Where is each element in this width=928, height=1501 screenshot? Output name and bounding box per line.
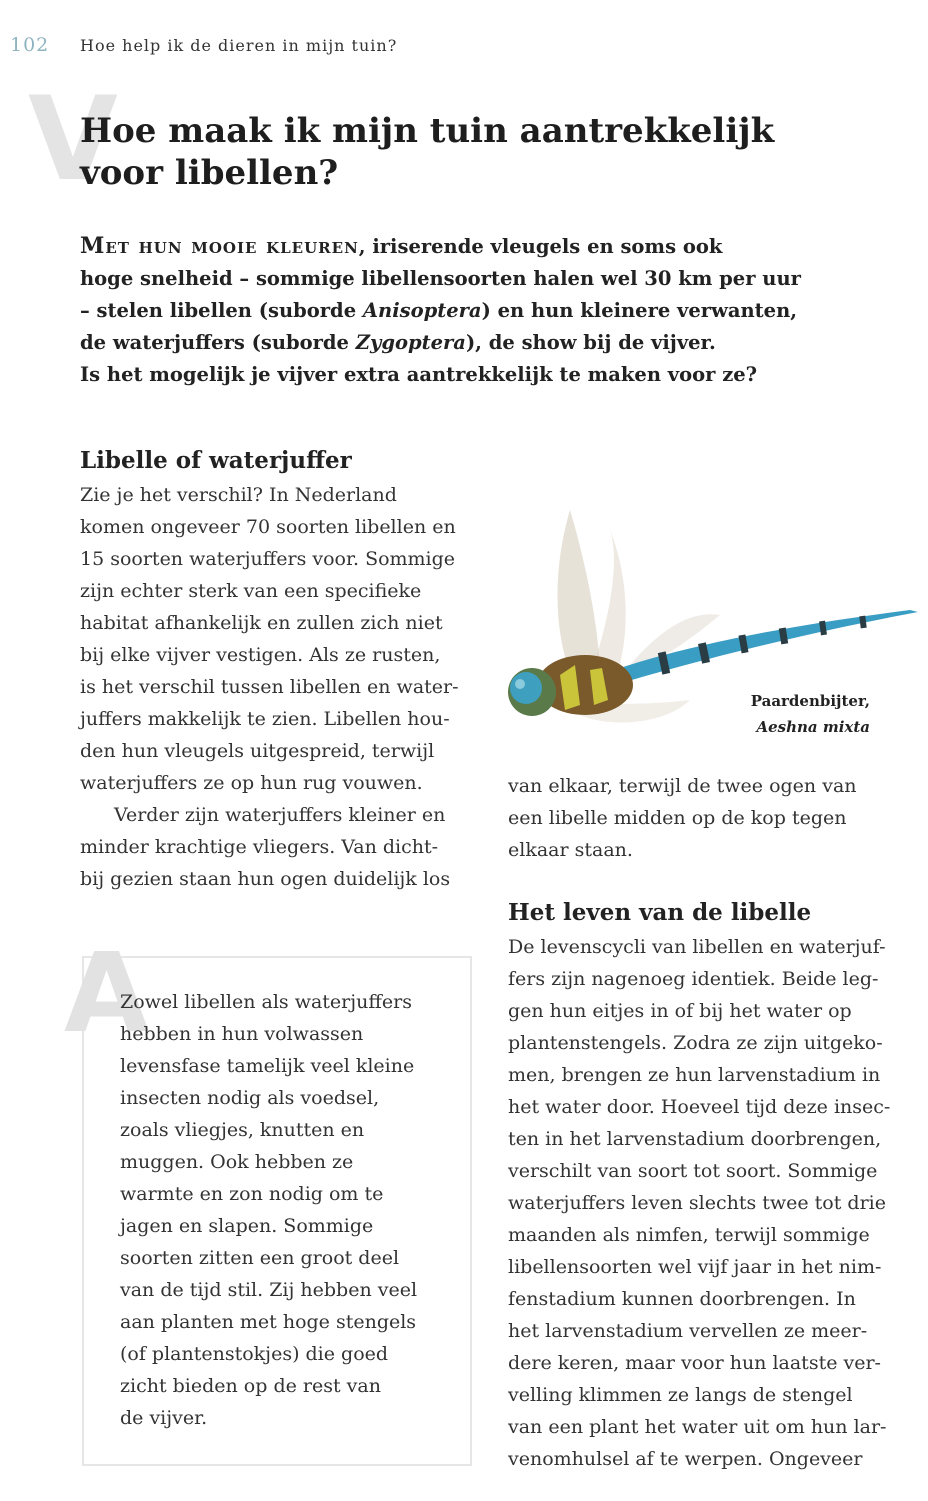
section2-line: waterjuffers leven slechts twee tot drie <box>508 1192 886 1214</box>
question-letter: V <box>28 72 118 207</box>
section1-column <box>80 479 500 895</box>
section1-p1-line: juffers makkelijk te zien. Libellen hou- <box>80 708 450 730</box>
title-line-2: voor libellen? <box>80 153 339 193</box>
answer-line: (of plantenstokjes) die goed <box>120 1343 389 1365</box>
section-heading-het-leven: Het leven van de libelle <box>508 899 812 926</box>
section2-line: libellensoorten wel vijf jaar in het nim- <box>508 1256 882 1278</box>
answer-line: aan planten met hoge stengels <box>120 1311 417 1333</box>
page-title <box>80 110 860 194</box>
answer-text <box>120 986 460 1434</box>
section2-line: van een plant het water uit om hun lar- <box>508 1416 887 1438</box>
section1-p1-line: waterjuffers ze op hun rug vouwen. <box>80 772 423 794</box>
intro-line-5: Is het mogelijk je vijver extra aantrekkelijk te maken voor ze? <box>80 363 758 386</box>
running-head: Hoe help ik de dieren in mijn tuin? <box>80 36 398 55</box>
page-number: 102 <box>10 34 50 56</box>
section1-p2-line: Verder zijn waterjuffers kleiner en <box>114 804 446 826</box>
section2-paragraph <box>508 931 918 1475</box>
dragonfly-eye <box>510 672 542 704</box>
section1-continuation <box>508 770 908 866</box>
answer-letter: A <box>64 929 150 1057</box>
section1-p1-line: den hun vleugels uitgespreid, terwijl <box>80 740 435 762</box>
section2-line: ten in het larvenstadium doorbrengen, <box>508 1128 882 1150</box>
section1-paragraph-1 <box>80 479 500 799</box>
section2-column <box>508 931 918 1475</box>
section2-line: fenstadium kunnen doorbrengen. In <box>508 1288 856 1310</box>
section2-line: De levenscycli van libellen en waterjuf- <box>508 936 886 958</box>
figure-caption <box>700 688 870 740</box>
answer-line: de vijver. <box>120 1407 208 1429</box>
section2-line: het larvenstadium vervellen ze meer- <box>508 1320 868 1342</box>
section1-p1-line: zijn echter sterk van een specifieke <box>80 580 422 602</box>
section1-cont-line: een libelle midden op de kop tegen <box>508 807 847 829</box>
section2-line: dere keren, maar voor hun laatste ver- <box>508 1352 881 1374</box>
section-heading-libelle-of-waterjuffer: Libelle of waterjuffer <box>80 447 352 474</box>
caption-latin-name: Aeshna mixta <box>756 718 870 736</box>
intro-latin-anisoptera: Anisoptera <box>362 299 482 322</box>
section2-line: venomhulsel af te werpen. Ongeveer <box>508 1448 863 1470</box>
section2-line: plantenstengels. Zodra ze zijn uitgeko- <box>508 1032 883 1054</box>
intro-latin-zygoptera: Zygoptera <box>355 331 466 354</box>
title-line-1: Hoe maak ik mijn tuin aantrekkelijk <box>80 111 775 151</box>
answer-line: zoals vliegjes, knutten en <box>120 1119 365 1141</box>
answer-line: insecten nodig als voedsel, <box>120 1087 380 1109</box>
intro-line-3a: – stelen libellen (suborde <box>80 299 363 322</box>
section1-p2-line: minder krachtige vliegers. Van dicht- <box>80 836 439 858</box>
section1-p1-line: bij elke vijver vestigen. Als ze rusten, <box>80 644 441 666</box>
section2-line: het water door. Hoeveel tijd deze insec- <box>508 1096 891 1118</box>
answer-line: zicht bieden op de rest van <box>120 1375 381 1397</box>
intro-lead: Met hun mooie kleuren <box>80 233 359 259</box>
section1-p1-line: habitat afhankelijk en zullen zich niet <box>80 612 443 634</box>
section1-p1-line: komen ongeveer 70 soorten libellen en <box>80 516 456 538</box>
section2-line: maanden als nimfen, terwijl sommige <box>508 1224 870 1246</box>
intro-line-1: , iriserende vleugels en soms ook <box>358 235 723 258</box>
section2-line: fers zijn nagenoeg identiek. Beide leg- <box>508 968 879 990</box>
section2-line: verschilt van soort tot soort. Sommige <box>508 1160 878 1182</box>
section2-line: men, brengen ze hun larvenstadium in <box>508 1064 881 1086</box>
answer-line: soorten zitten een groot deel <box>120 1247 400 1269</box>
answer-line: van de tijd stil. Zij hebben veel <box>120 1279 418 1301</box>
answer-line: jagen en slapen. Sommige <box>120 1215 374 1237</box>
section1-p1-line: is het verschil tussen libellen en water- <box>80 676 459 698</box>
intro-line-4b: ), de show bij de vijver. <box>465 331 716 354</box>
answer-line: muggen. Ook hebben ze <box>120 1151 354 1173</box>
section1-p2-line: bij gezien staan hun ogen duidelijk los <box>80 868 451 890</box>
section1-p1-line: Zie je het verschil? In Nederland <box>80 484 397 506</box>
section1-cont-line: van elkaar, terwijl de twee ogen van <box>508 775 857 797</box>
section2-line: gen hun eitjes in of bij het water op <box>508 1000 852 1022</box>
intro-line-2: hoge snelheid – sommige libellensoorten halen wel 30 km per uur <box>80 267 801 290</box>
answer-line: Zowel libellen als waterjuffers <box>120 991 412 1013</box>
section1-cont-line: elkaar staan. <box>508 839 633 861</box>
section1-p1-line: 15 soorten waterjuffers voor. Sommige <box>80 548 456 570</box>
answer-line: levensfase tamelijk veel kleine <box>120 1055 415 1077</box>
answer-line: warmte en zon nodig om te <box>120 1183 384 1205</box>
caption-common-name: Paardenbijter, <box>750 692 870 710</box>
intro-line-4a: de waterjuffers (suborde <box>80 331 356 354</box>
section2-line: velling klimmen ze langs de stengel <box>508 1384 853 1406</box>
intro-paragraph <box>80 230 880 391</box>
section1-paragraph-2 <box>80 799 500 895</box>
section1-continuation-text <box>508 770 908 866</box>
answer-line: hebben in hun volwassen <box>120 1023 364 1045</box>
intro-line-3b: ) en hun kleinere verwanten, <box>481 299 798 322</box>
